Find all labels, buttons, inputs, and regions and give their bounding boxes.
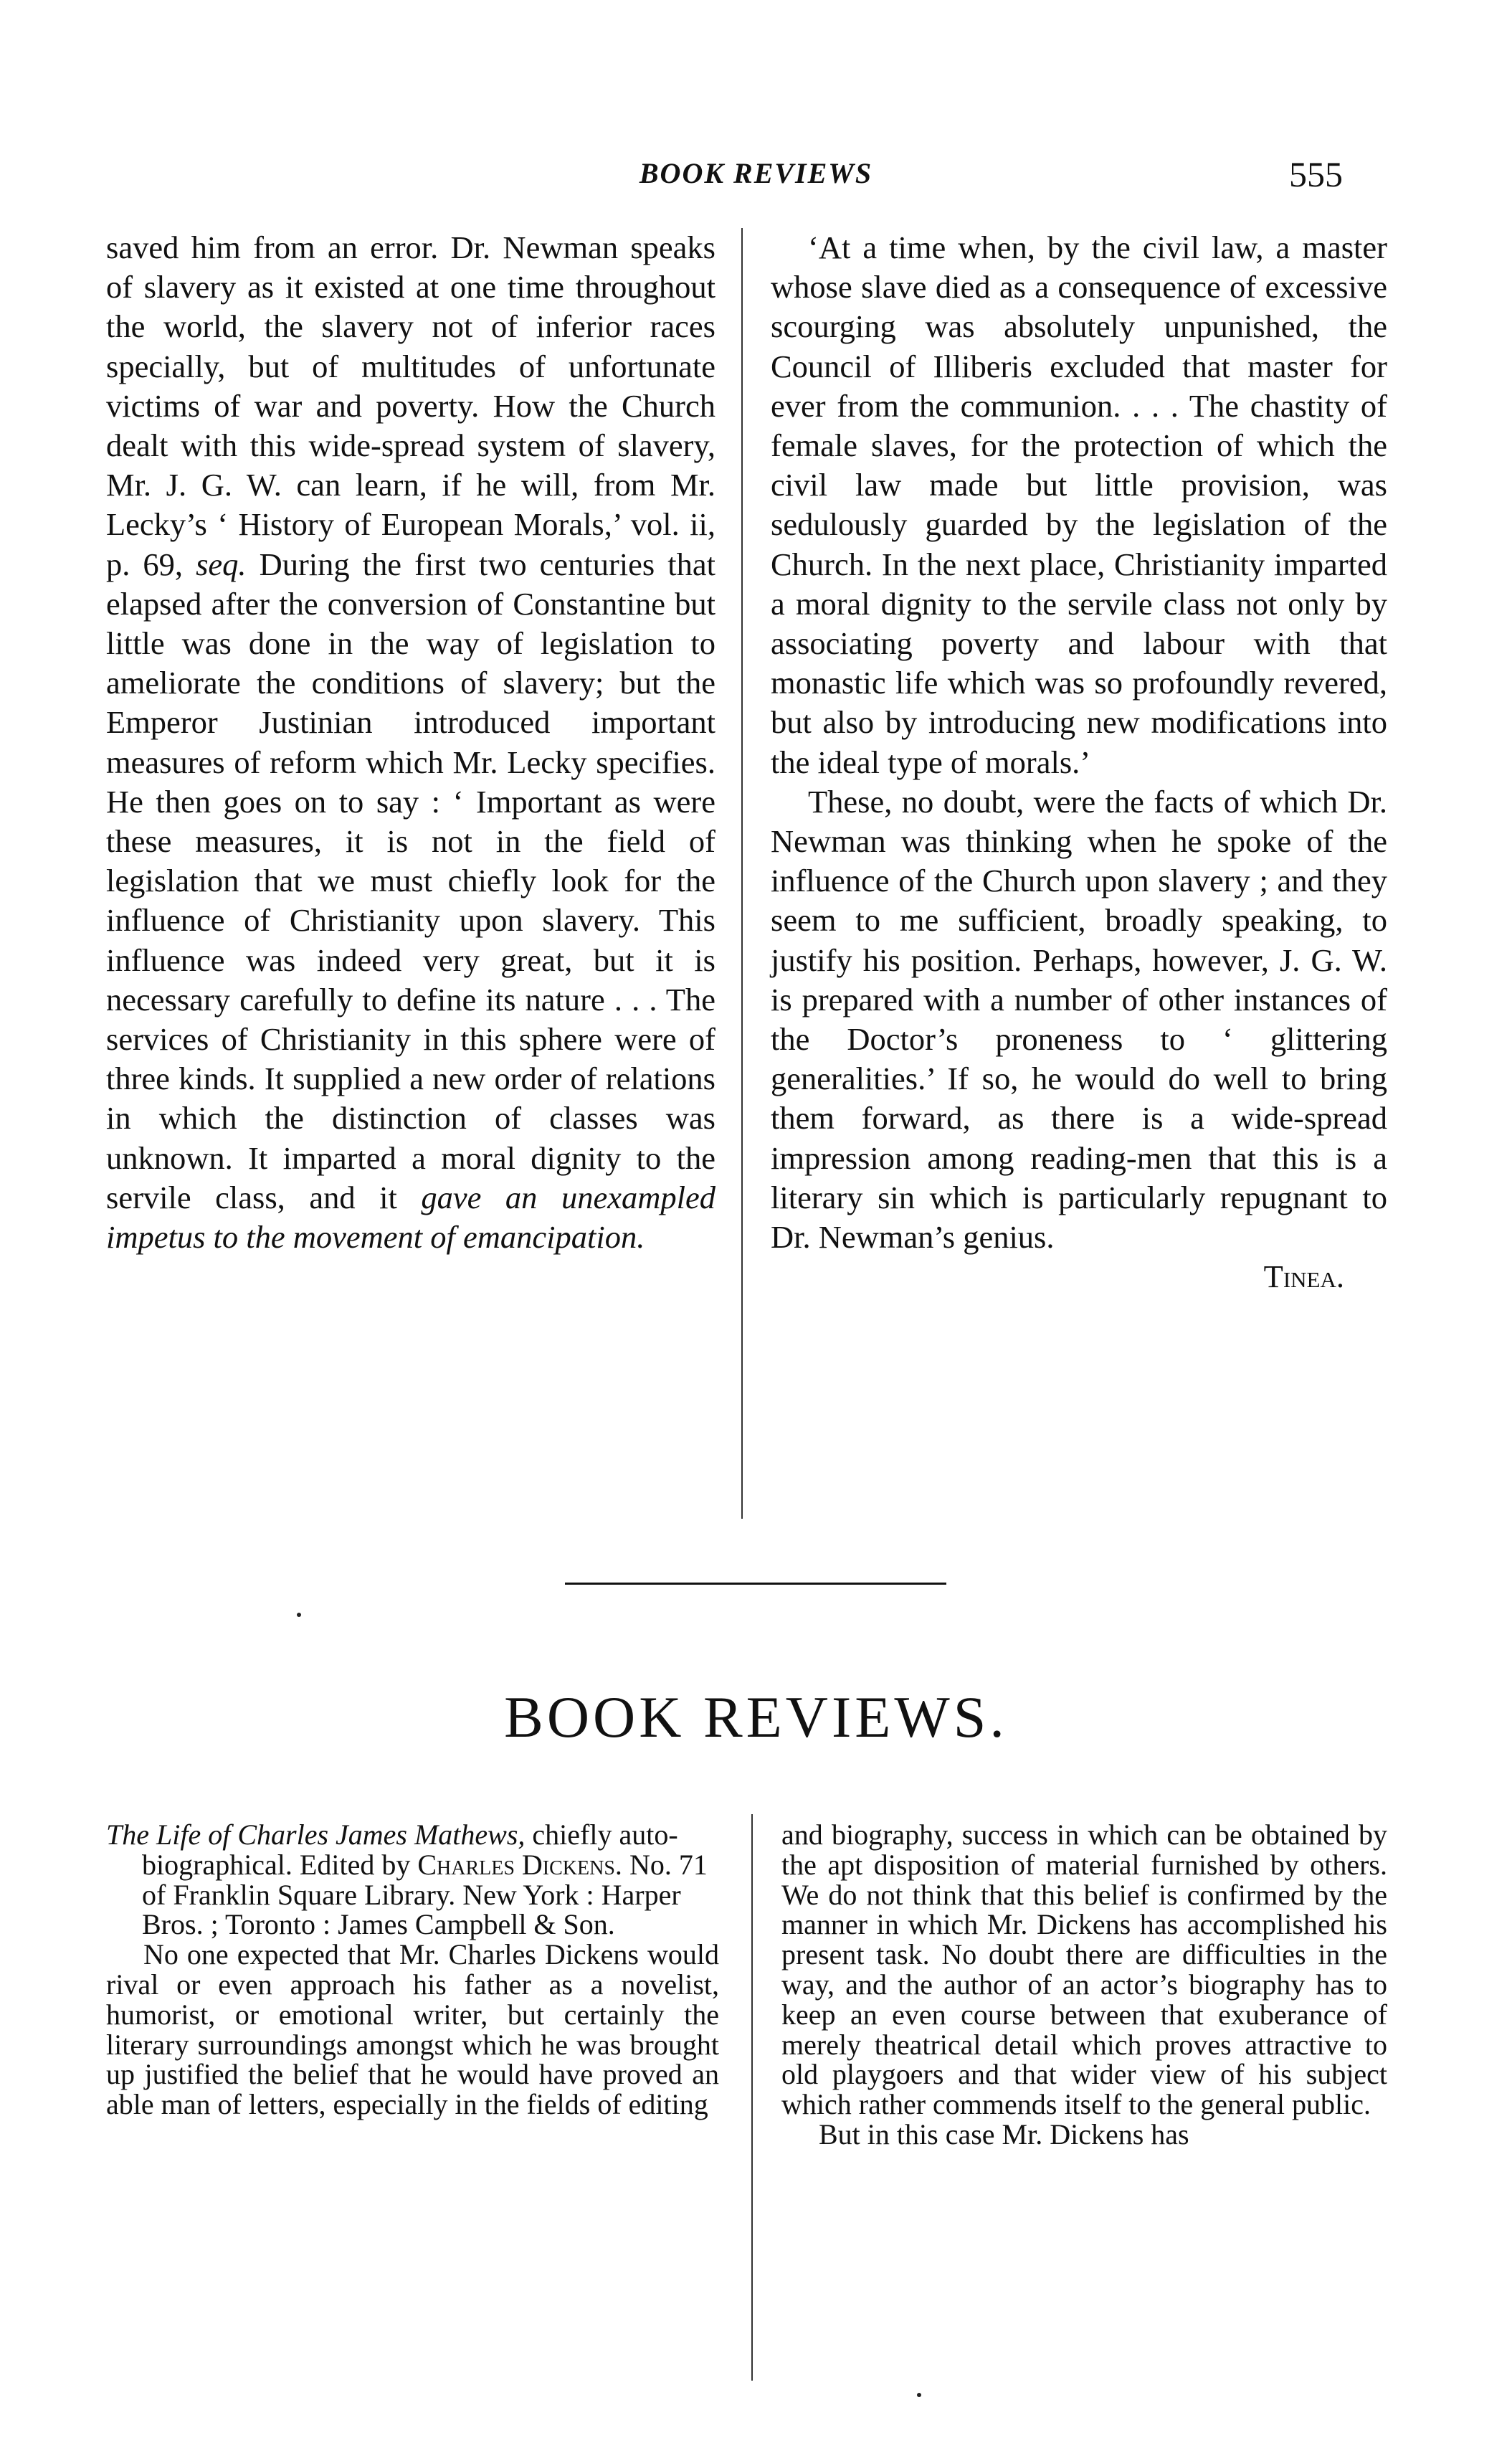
print-speck	[297, 1613, 301, 1617]
column-rule	[751, 1814, 753, 2381]
book-publisher: No. 71 of Franklin Square Library. New York : Harper Bros. ; Toronto : James Campbell & Son.	[142, 1848, 708, 1941]
bottom-right-column	[781, 1820, 1387, 2150]
top-right-column	[771, 228, 1387, 1296]
section-title: BOOK REVIEWS.	[504, 1684, 1008, 1750]
page-number: 555	[1289, 154, 1343, 194]
review-paragraph: But in this case Mr. Dickens has	[819, 2117, 1189, 2150]
running-head	[0, 156, 1512, 199]
paragraph-text: During the first two centuries that elapsed after the conversion of Constantine but little was done in the way of legislation to ameliorate the conditions of slavery; but the Emperor Justinian introduced important measures of reform which Mr. Lecky specifies. He then goes on to say : ‘ Important as were these measures, it is not in the field of legislation that we must chiefly look for the influence of Christianity upon slavery. This influence was indeed very great, but it is necessary carefully to define its nature . . . The services of Christianity in this sphere were of three kinds. It supplied a new order of relations in which the distinction of classes was unknown. It imparted a moral dignity to the servile class, and it	[106, 546, 716, 1215]
article-paragraph	[106, 228, 715, 1257]
book-citation	[106, 1820, 719, 1940]
italic-seq: seq.	[196, 546, 247, 582]
column-rule	[741, 228, 743, 1519]
review-paragraph: and biography, success in which can be obtained by the apt disposition of material furnished by others. We do not think that this belief is confirmed by the manner in which Mr. Dickens has accomplished his present task. No doubt there are difficulties in the way, and the author of an actor’s biography has to keep an even course between that exuberance of merely theatrical detail which proves attractive to old playgoers and that wider view of his subject which rather commends itself to the general public.	[781, 1818, 1387, 2121]
section-divider	[565, 1583, 946, 1585]
book-title: The Life of Charles James Mathews,	[106, 1818, 526, 1851]
review-paragraph: No one expected that Mr. Charles Dickens would rival or even approach his father as a novelist, humorist, or emotional writer, but certainly the literary surroundings amongst which he was brought up justified the belief that he would have proved an able man of letters, especially in the fields of editing	[106, 1938, 719, 2121]
print-speck	[917, 2393, 921, 2397]
book-editor: Charles Dickens.	[417, 1848, 622, 1881]
paragraph-text: saved him from an error. Dr. Newman speaks of slavery as it existed at one time throughout the world, the slavery not of inferior races specially, but of multitudes of unfortunate victims of war and poverty. How the Church dealt with this wide-spread system of slavery, Mr. J. G. W. can learn, if he will, from Mr. Lecky’s ‘ History of European Morals,’ vol. ii, p. 69,	[106, 229, 715, 582]
top-left-column	[106, 228, 715, 1257]
running-title: BOOK REVIEWS	[639, 157, 873, 189]
author-signature: Tinea.	[1263, 1258, 1344, 1295]
italic-quote: gave an unexampled impetus to the movement of emancipation.	[106, 1179, 715, 1256]
bottom-left-column	[106, 1820, 719, 2120]
article-paragraph: These, no doubt, were the facts of which Dr. Newman was thinking when he spoke of the influence of the Church upon slavery ; and they seem to me sufficient, broadly speaking, to justify his position. Perhaps, however, J. G. W. is prepared with a number of other instances of the Doctor’s proneness to ‘ glittering generalities.’ If so, he would do well to bring them forward, as there is a wide-spread impression among reading-men that this is a literary sin which is particularly repugnant to Dr. Newman’s genius.	[771, 783, 1387, 1256]
quote-paragraph: ‘At a time when, by the civil law, a master whose slave died as a consequence of excessive scourging was absolutely unpunished, the Council of Illiberis excluded that master for ever from the communion. . . . The chastity of female slaves, for the protection of which the civil law made but little provision, was sedulously guarded by the legislation of the Church. In the next place, Christianity imparted a moral dignity to the servile class not only by associating poverty and labour with that monastic life which was so profoundly revered, but also by introducing new modifications into the ideal type of morals.’	[771, 229, 1387, 780]
book-description: chiefly auto-biographical. Edited by	[142, 1818, 678, 1881]
